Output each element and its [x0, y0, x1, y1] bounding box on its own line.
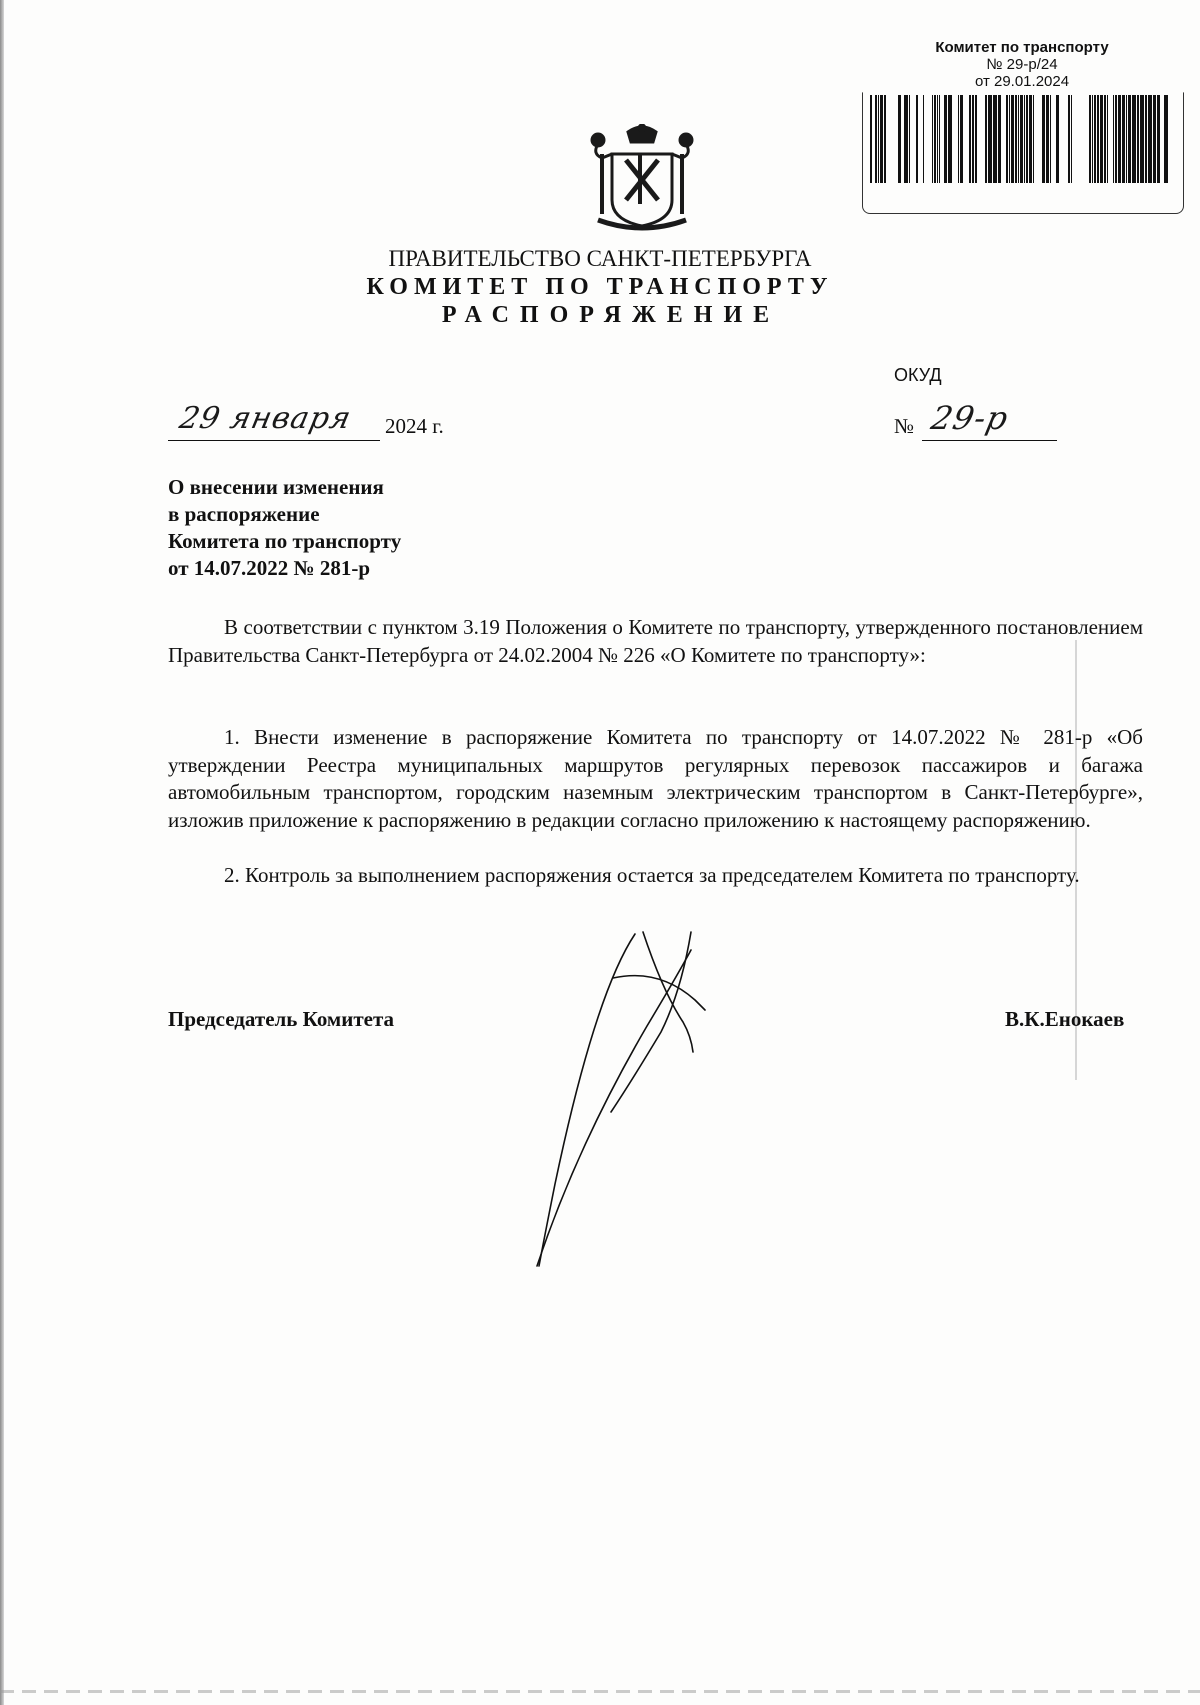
barcode-bar	[875, 95, 877, 183]
handwritten-number: 29-р	[927, 399, 1013, 437]
barcode-bar	[1128, 95, 1131, 183]
barcode-bar	[1107, 95, 1108, 183]
barcode-bar	[1089, 95, 1091, 183]
barcode-bar	[1024, 95, 1025, 183]
barcode-bar	[1071, 95, 1072, 183]
barcode-bar	[1092, 95, 1093, 183]
barcode-bar	[958, 95, 959, 183]
date-year: 2024 г.	[385, 414, 444, 438]
scan-edge	[0, 0, 4, 1705]
barcode-bar	[870, 95, 872, 183]
registration-number: № 29-р/24	[986, 56, 1058, 73]
barcode-bar	[1029, 95, 1032, 183]
number-sign: №	[894, 414, 915, 438]
handwritten-signature	[515, 920, 755, 1300]
barcode-bar	[1068, 95, 1070, 183]
barcode-bar	[1157, 95, 1160, 183]
barcode-bar	[988, 95, 992, 183]
barcode-bar	[1148, 95, 1152, 183]
barcode	[868, 95, 1173, 185]
document-subject	[168, 474, 401, 582]
barcode-bar	[880, 95, 883, 183]
barcode-bar	[1050, 95, 1051, 183]
barcode-frame	[862, 92, 1184, 214]
barcode-bar	[998, 95, 1001, 183]
barcode-bar	[932, 95, 933, 183]
signatory-title: Председатель Комитета	[168, 1007, 395, 1031]
document-type-title: РАСПОРЯЖЕНИЕ	[441, 302, 781, 328]
barcode-bar	[939, 95, 940, 183]
barcode-bar	[937, 95, 938, 183]
registration-committee: Комитет по транспорту	[935, 39, 1109, 56]
barcode-bar	[1020, 95, 1023, 183]
barcode-bar	[884, 95, 886, 183]
barcode-bar	[1104, 95, 1106, 183]
barcode-bar	[909, 95, 910, 183]
barcode-bar	[1015, 95, 1017, 183]
barcode-bar	[944, 95, 947, 183]
barcode-bar	[1042, 95, 1045, 183]
barcode-bar	[948, 95, 952, 183]
barcode-bar	[1056, 95, 1059, 183]
government-title: ПРАВИТЕЛЬСТВО САНКТ-ПЕТЕРБУРГА	[388, 246, 812, 271]
barcode-bar	[1046, 95, 1049, 183]
barcode-bar	[969, 95, 971, 183]
barcode-bar	[1118, 95, 1121, 183]
barcode-bar	[1011, 95, 1014, 183]
preamble-paragraph: В соответствии с пунктом 3.19 Положения о Комитете по транспорту, утвержденного постановлением Правительства Санкт-Петербурга от 24.02.2004 № 226 «О Комитете по транспорту»:	[168, 615, 1143, 667]
number-field	[922, 400, 1057, 441]
barcode-bar	[1164, 95, 1168, 183]
barcode-bar	[878, 95, 879, 183]
barcode-bar	[1153, 95, 1156, 183]
item-2-paragraph: 2. Контроль за выполнением распоряжения остается за председателем Комитета по транспорту.	[224, 863, 1080, 887]
handwritten-date: 29 января	[176, 401, 355, 436]
barcode-bar	[916, 95, 918, 183]
barcode-bar	[1097, 95, 1099, 183]
barcode-bar	[1006, 95, 1008, 183]
barcode-bar	[1145, 95, 1147, 183]
barcode-bar	[960, 95, 963, 183]
barcode-bar	[1100, 95, 1103, 183]
item-1-paragraph: 1. Внести изменение в распоряжение Комитета по транспорту от 14.07.2022 № 281-р «Об утверждении Реестра муниципальных маршрутов регулярных перевозок пассажиров и багажа автомобильным транспортом, городским наземным электрическим транспортом в Санкт-Петербурге», изложив приложение к распоряжению в редакции согласно приложению к настоящему распоряжению.	[168, 725, 1143, 832]
saint-petersburg-emblem-icon	[588, 124, 696, 236]
subject-line: от 14.07.2022 № 281-р	[168, 556, 371, 580]
subject-line: Комитета по транспорту	[168, 529, 402, 553]
barcode-bar	[972, 95, 974, 183]
barcode-bar	[1033, 95, 1034, 183]
date-field	[168, 402, 380, 441]
barcode-bar	[1137, 95, 1139, 183]
barcode-bar	[923, 95, 924, 183]
barcode-bar	[1018, 95, 1019, 183]
barcode-bar	[934, 95, 936, 183]
scan-edge-bottom	[0, 1690, 1200, 1693]
barcode-bar	[1122, 95, 1125, 183]
committee-title: КОМИТЕТ ПО ТРАНСПОРТУ	[366, 274, 834, 300]
registration-date: от 29.01.2024	[974, 73, 1070, 90]
okud-label: ОКУД	[894, 365, 942, 385]
registration-sticker	[857, 30, 1187, 213]
barcode-bar	[1094, 95, 1096, 183]
barcode-bar	[898, 95, 901, 183]
barcode-bar	[1126, 95, 1127, 183]
barcode-bar	[904, 95, 908, 183]
subject-line: в распоряжение	[168, 502, 320, 526]
barcode-bar	[1132, 95, 1136, 183]
barcode-bar	[1115, 95, 1117, 183]
barcode-bar	[975, 95, 977, 183]
barcode-bar	[1140, 95, 1144, 183]
signatory-name: В.К.Енокаев	[1005, 1007, 1125, 1031]
subject-line: О внесении изменения	[168, 475, 384, 499]
barcode-bar	[985, 95, 987, 183]
barcode-bar	[1113, 95, 1114, 183]
barcode-bar	[1009, 95, 1010, 183]
barcode-bar	[993, 95, 997, 183]
barcode-bar	[1026, 95, 1028, 183]
